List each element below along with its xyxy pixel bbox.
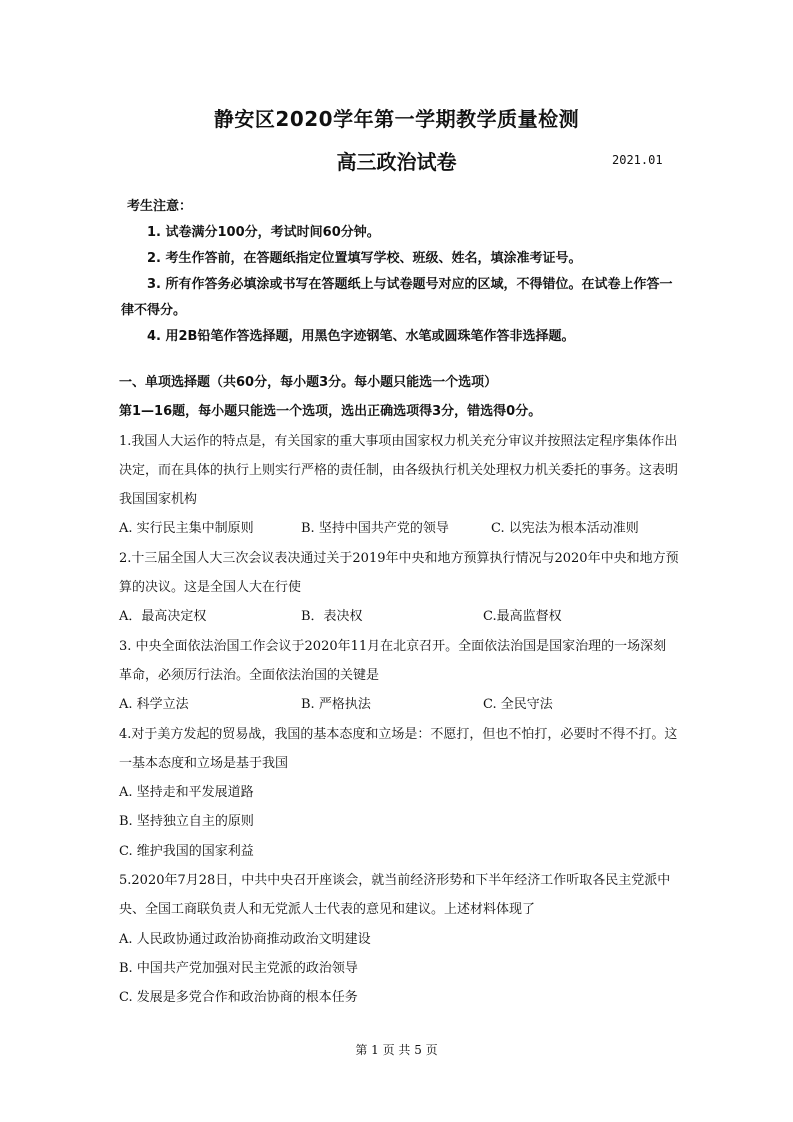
option-a: A．最高决定权 xyxy=(119,609,207,625)
question-stem: 1.我国人大运作的特点是，有关国家的重大事项由国家权力机关充分审议并按照法定程序集体作出决定，而在具体的执行上则实行严格的责任制，由各级执行机关处理权力机关委托的事务。这表明我国国家机构 xyxy=(119,433,679,508)
main-content xyxy=(119,368,679,1013)
exam-date: 2021.01 xyxy=(612,153,663,167)
option-c: C. 以宪法为根本活动准则 xyxy=(491,521,639,537)
option-c: C.最高监督权 xyxy=(483,609,562,625)
section-title: 一、单项选择题（共60分，每小题3分。每小题只能选一个选项） xyxy=(119,375,498,390)
option-c: C. 全民守法 xyxy=(483,697,553,713)
notice-heading: 考生注意： xyxy=(127,199,193,214)
option-c: C. 维护我国的国家利益 xyxy=(119,843,254,859)
option-b: B. 坚持独立自主的原则 xyxy=(119,814,254,830)
question-stem: 4.对于美方发起的贸易战，我国的基本态度和立场是：不愿打，但也不怕打，必要时不得不打。这一基本态度和立场是基于我国 xyxy=(119,726,678,771)
exam-title: 静安区2020学年第一学期教学质量检测 xyxy=(213,107,580,131)
section-instruction: 第1—16题，每小题只能选一个选项，选出正确选项得3分，错选得0分。 xyxy=(119,404,542,420)
option-a: A. 科学立法 xyxy=(119,697,189,713)
option-b: B. 坚持中国共产党的领导 xyxy=(301,521,449,537)
option-row xyxy=(119,602,679,631)
notice-item: 4. 用2B铅笔作答选择题，用黑色字迹钢笔、水笔或圆珠笔作答非选择题。 xyxy=(147,329,575,344)
option-b: B. 中国共产党加强对民主党派的政治领导 xyxy=(119,960,358,976)
option-row xyxy=(119,514,679,543)
option-b: B. 严格执法 xyxy=(301,697,371,713)
question-4 xyxy=(119,720,679,866)
question-stem: 5.2020年7月28日，中共中央召开座谈会，就当前经济形势和下半年经济工作听取各民主党派中央、全国工商联负责人和无党派人士代表的意见和建议。上述材料体现了 xyxy=(119,873,671,918)
option-row xyxy=(119,690,679,719)
option-a: A. 人民政协通过政治协商推动政治文明建设 xyxy=(119,931,371,947)
option-b: B．表决权 xyxy=(301,609,363,625)
question-3 xyxy=(119,632,679,720)
notice-item: 3. 所有作答务必填涂或书写在答题纸上与试卷题号对应的区域，不得错位。在试卷上作答一律不得分。 xyxy=(121,277,673,318)
notice-item: 2. 考生作答前，在答题纸指定位置填写学校、班级、姓名，填涂准考证号。 xyxy=(147,251,582,266)
question-5 xyxy=(119,866,679,1012)
notice-block xyxy=(121,194,681,350)
notice-item: 1. 试卷满分100分，考试时间60分钟。 xyxy=(147,225,380,240)
page-footer: 第 1 页 共 5 页 xyxy=(355,1043,438,1057)
exam-subtitle: 高三政治试卷 xyxy=(336,150,457,174)
question-2 xyxy=(119,544,679,632)
question-1 xyxy=(119,427,679,544)
question-stem: 3. 中央全面依法治国工作会议于2020年11月在北京召开。全面依法治国是国家治理的一场深刻革命，必须厉行法治。全面依法治国的关键是 xyxy=(119,638,667,683)
option-c: C. 发展是多党合作和政治协商的根本任务 xyxy=(119,990,358,1006)
option-a: A. 坚持走和平发展道路 xyxy=(119,785,254,801)
question-stem: 2.十三届全国人大三次会议表决通过关于2019年中央和地方预算执行情况与2020年中央和地方预算的决议。这是全国人大在行使 xyxy=(119,550,679,596)
option-a: A. 实行民主集中制原则 xyxy=(119,521,254,537)
